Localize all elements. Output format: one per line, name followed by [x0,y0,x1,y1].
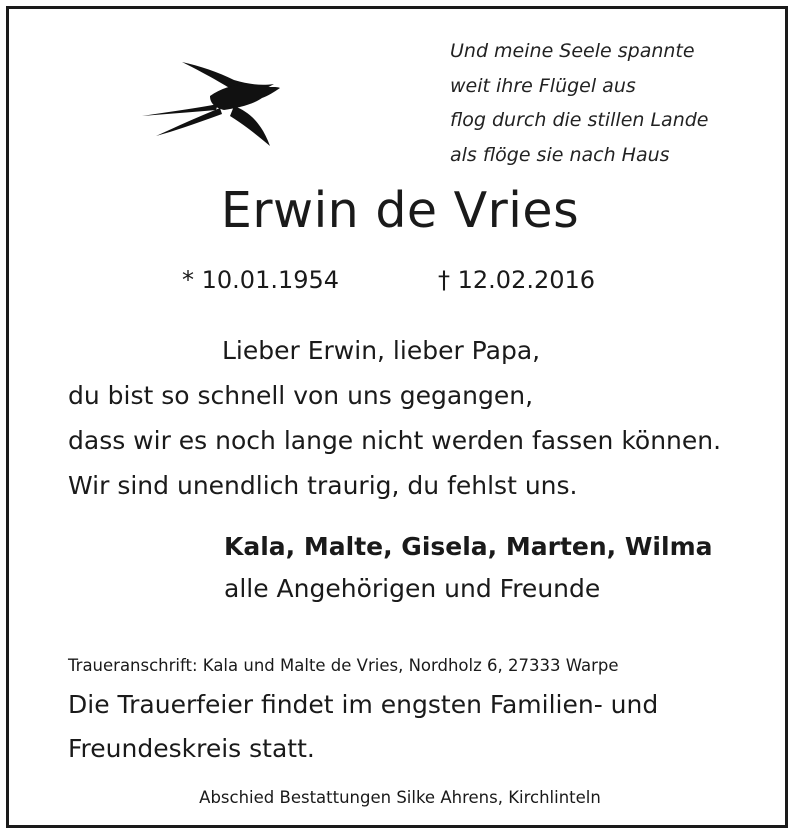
mourning-address: Traueranschrift: Kala und Malte de Vries, Nordholz 6, 27333 Warpe [68,656,619,675]
message-line: du bist so schnell von uns gegangen, [68,381,534,410]
deceased-name: Erwin de Vries [220,182,580,239]
death-date: † 12.02.2016 [438,266,596,294]
swallow-icon [138,56,284,152]
mourner-relatives: alle Angehörigen und Freunde [224,574,601,603]
birth-date: * 10.01.1954 [182,266,340,294]
mourner-names: Kala, Malte, Gisela, Marten, Wilma [224,532,713,561]
poem [450,34,709,172]
poem-line: Und meine Seele spannte [450,40,695,62]
poem-line: flog durch die stillen Lande [450,109,709,131]
message-line: dass wir es noch lange nicht werden fassen können. [68,426,722,455]
message-line: Wir sind unendlich traurig, du fehlst uns. [68,471,578,500]
ceremony-line: Freundeskreis statt. [68,734,315,763]
poem-line: weit ihre Flügel aus [450,74,636,97]
poem-line: als flöge sie nach Haus [450,143,670,166]
ceremony-line: Die Trauerfeier findet im engsten Familien- und [68,690,659,719]
undertaker: Abschied Bestattungen Silke Ahrens, Kirchlinteln [199,788,601,807]
message-line: Lieber Erwin, lieber Papa, [222,336,541,365]
